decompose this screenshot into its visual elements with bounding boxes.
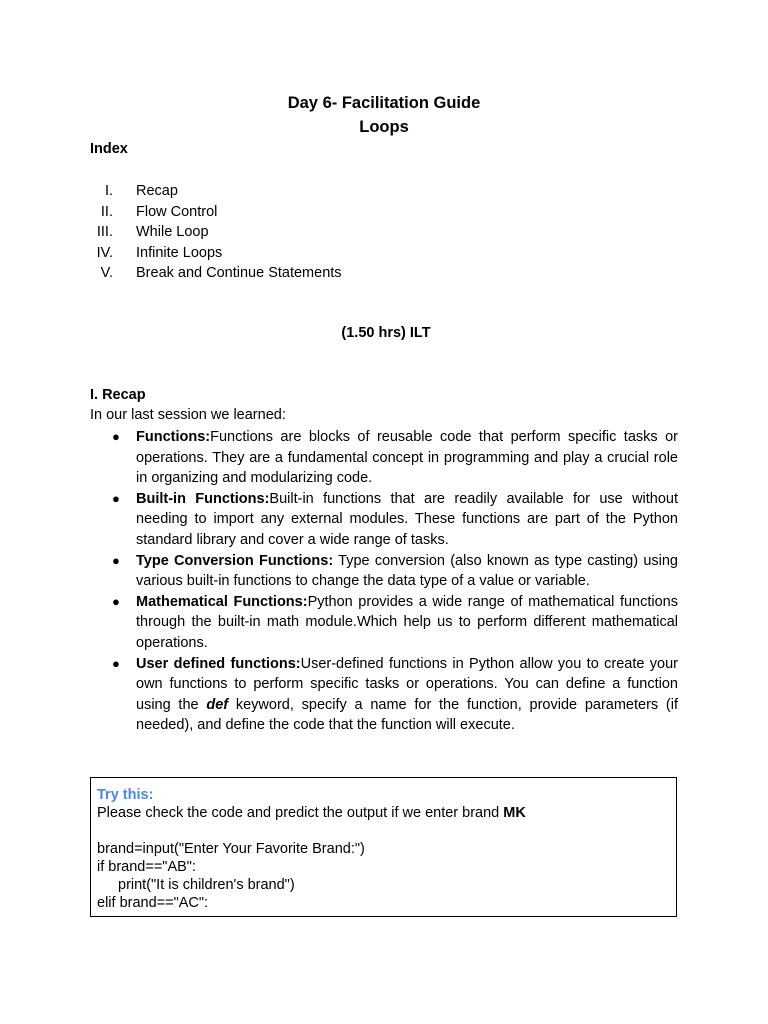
index-item-label: Flow Control xyxy=(136,203,218,220)
index-item-number: I. xyxy=(104,183,113,199)
index-item xyxy=(90,202,218,223)
index-item-label: Infinite Loops xyxy=(136,244,223,261)
bullet-term: Mathematical Functions: xyxy=(136,593,308,610)
index-list xyxy=(90,181,342,284)
try-this-box xyxy=(90,777,677,917)
bullet-text: keyword, specify a name for the function, provide parameters (if needed), and define the code that the function will execute. xyxy=(136,696,678,734)
index-item-number: IV. xyxy=(96,244,113,261)
index-item xyxy=(90,222,209,243)
bullet-icon: ● xyxy=(112,490,120,506)
bullet-term: Type Conversion Functions: xyxy=(136,552,334,569)
spacer xyxy=(97,822,670,840)
recap-bullet xyxy=(90,551,678,592)
index-item-number: II. xyxy=(100,203,113,220)
keyword-def: def xyxy=(206,696,229,713)
index-item-label: Break and Continue Statements xyxy=(136,265,342,282)
index-item-label: Recap xyxy=(136,183,178,199)
recap-bullet xyxy=(90,489,678,551)
try-this-brand: MK xyxy=(503,805,526,821)
recap-bullet xyxy=(90,654,678,736)
code-line: brand=input("Enter Your Favorite Brand:") xyxy=(97,841,365,857)
recap-bullet-list xyxy=(90,427,678,736)
index-item-number: III. xyxy=(96,224,113,241)
code-line: if brand=="AB": xyxy=(97,859,196,875)
recap-bullet xyxy=(90,427,678,489)
bullet-text: Type conversion (also known as type casting) using various built-in functions to change the data type of a value or variable. xyxy=(136,552,678,590)
bullet-icon: ● xyxy=(112,429,120,444)
bullet-text: User-defined functions in Python allow you to create your own functions to perform specific tasks or operations. You can define a function using the xyxy=(136,655,678,713)
code-line: elif brand=="AC": xyxy=(97,895,209,911)
index-item xyxy=(90,181,178,202)
document-subtitle: Loops xyxy=(359,118,409,136)
index-heading: Index xyxy=(90,141,128,157)
bullet-icon: ● xyxy=(112,552,120,568)
bullet-icon: ● xyxy=(112,655,120,671)
bullet-text: Built-in functions that are readily available for use without needing to import any external modules. These functions are part of the Python standard library and cover a wide range of tasks. xyxy=(136,490,679,548)
bullet-text: Python provides a wide range of mathematical functions through the built-in math module.Which help us to perform different mathematical operations. xyxy=(136,593,678,651)
try-this-prompt xyxy=(97,804,670,822)
session-duration: (1.50 hrs) ILT xyxy=(341,325,431,341)
index-item xyxy=(90,243,223,264)
bullet-term: Functions: xyxy=(136,429,211,445)
index-item-number: V. xyxy=(100,265,113,282)
try-this-prompt-text: Please check the code and predict the output if we enter brand xyxy=(97,805,504,821)
code-line: print("It is children's brand") xyxy=(118,877,295,893)
recap-heading: I. Recap xyxy=(90,387,146,403)
bullet-term: User defined functions: xyxy=(136,655,301,672)
try-this-title: Try this: xyxy=(97,787,154,803)
bullet-icon: ● xyxy=(112,593,120,609)
document-title: Day 6- Facilitation Guide xyxy=(287,94,481,112)
recap-bullet xyxy=(90,592,678,654)
bullet-term: Built-in Functions: xyxy=(136,490,270,507)
recap-intro: In our last session we learned: xyxy=(90,407,286,423)
bullet-text: Functions are blocks of reusable code that perform specific tasks or operations. They are a fundamental concept in programming and play a crucial role in organizing and modularizing code. xyxy=(136,429,678,487)
index-item xyxy=(90,263,342,284)
index-item-label: While Loop xyxy=(136,224,209,241)
